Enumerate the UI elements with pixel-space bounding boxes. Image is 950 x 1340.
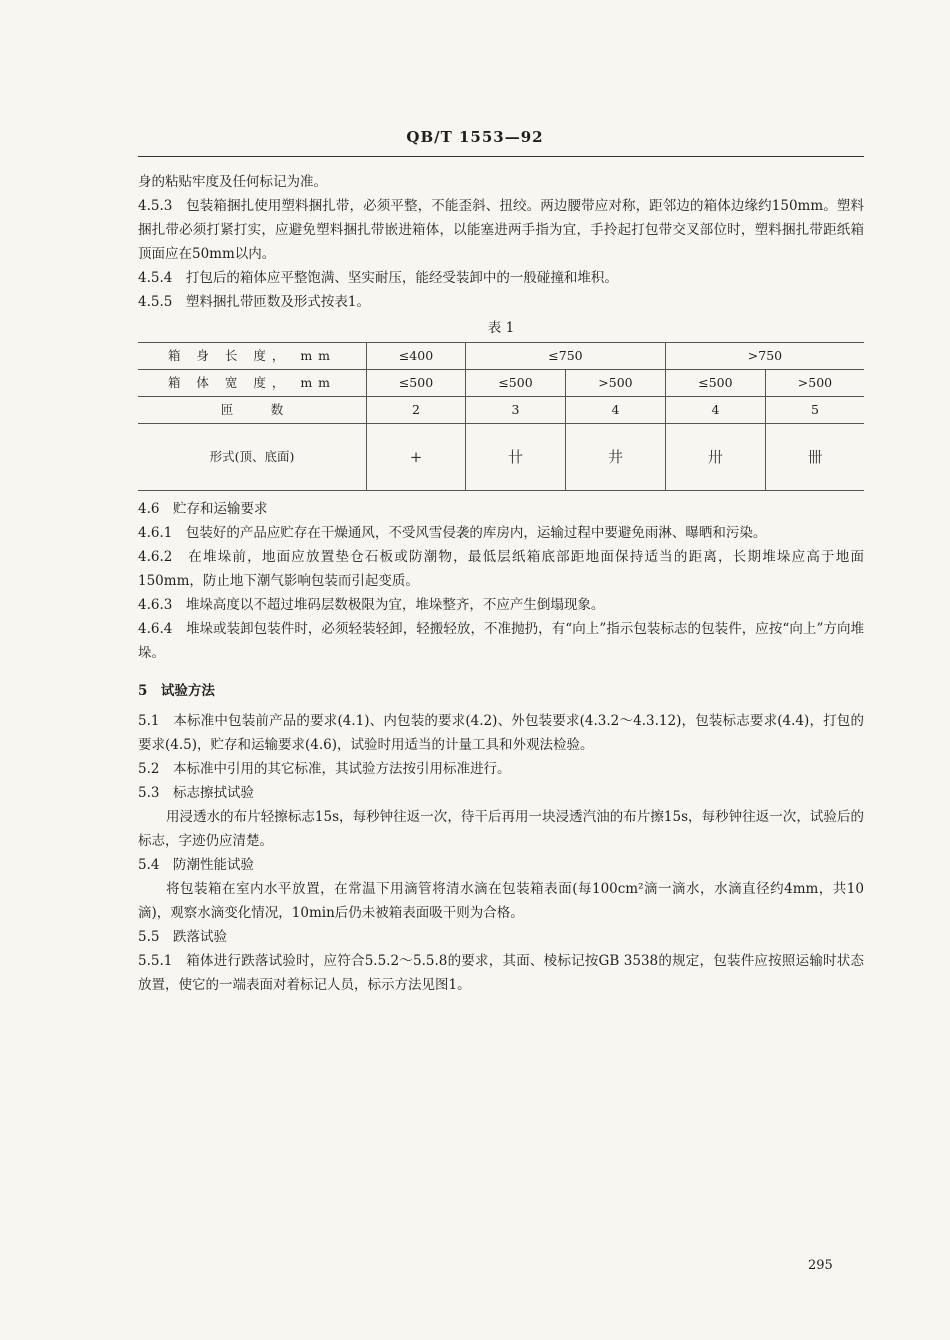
paragraph: 将包装箱在室内水平放置，在常温下用滴管将清水滴在包装箱表面(每100cm²滴一滴水，水滴直径约4mm，共10滴)，观察水滴变化情况，10min后仍未被箱表面吸干则为合格。 xyxy=(138,881,864,921)
table-cell: ≤500 xyxy=(665,370,765,397)
table-cell: 4 xyxy=(665,397,765,424)
paragraph: 用浸透水的布片轻擦标志15s，每秒钟往返一次，待干后再用一块浸透汽油的布片擦15s，每秒钟往返一次，试验后的标志，字迹仍应清楚。 xyxy=(138,809,864,849)
table-cell: 4 xyxy=(565,397,665,424)
strap-form-symbol: + xyxy=(367,424,466,491)
row-label-form: 形式(顶、底面) xyxy=(138,424,367,491)
header-rule xyxy=(138,156,864,157)
paragraph: 5.2 本标准中引用的其它标准，其试验方法按引用标准进行。 xyxy=(138,761,511,777)
section-5-heading: 5 试验方法 xyxy=(138,683,215,699)
strap-form-symbol: 井 xyxy=(565,424,665,491)
paragraph: 4.6.2 在堆垛前，地面应放置垫仓石板或防潮物，最低层纸箱底部距地面保持适当的距离，长期堆垛应高于地面150mm，防止地下潮气影响包装而引起变质。 xyxy=(138,549,864,589)
paragraph: 4.5.3 包装箱捆扎使用塑料捆扎带，必须平整，不能歪斜、扭绞。两边腰带应对称，距邻边的箱体边缘约150mm。塑料捆扎带必须打紧打实，应避免塑料捆扎带嵌进箱体，以能塞进两手指为宜，手拎起打包带交叉部位时，塑料捆扎带距纸箱顶面应在50mm以内。 xyxy=(138,198,864,262)
table-cell: ≤500 xyxy=(466,370,566,397)
table-cell: >750 xyxy=(665,343,864,370)
strapping-table xyxy=(138,342,864,491)
section-heading: 4.6 贮存和运输要求 xyxy=(138,501,268,517)
table-cell: ≤500 xyxy=(367,370,466,397)
table-cell: >500 xyxy=(565,370,665,397)
paragraph: 4.5.5 塑料捆扎带匝数及形式按表1。 xyxy=(138,294,370,310)
paragraph: 5.1 本标准中包装前产品的要求(4.1)、内包装的要求(4.2)、外包装要求(4.3.2～4.3.12)，包装标志要求(4.4)，打包的要求(4.5)，贮存和运输要求(4.6)，试验时用适当的计量工具和外观法检验。 xyxy=(138,713,864,753)
table-cell: 2 xyxy=(367,397,466,424)
standard-code-header: QB/T 1553—92 xyxy=(406,128,544,146)
paragraph: 身的粘贴牢度及任何标记为准。 xyxy=(138,174,327,190)
strap-form-symbol: 卌 xyxy=(765,424,864,491)
page-number: 295 xyxy=(808,1258,833,1273)
paragraph: 4.6.4 堆垛或装卸包装件时，必须轻装轻卸，轻搬轻放，不准抛扔，有“向上”指示包装标志的包装件，应按“向上”方向堆垛。 xyxy=(138,621,864,661)
table-row xyxy=(138,397,864,424)
table-row xyxy=(138,343,864,370)
table-cell: 5 xyxy=(765,397,864,424)
paragraph: 5.5.1 箱体进行跌落试验时，应符合5.5.2～5.5.8的要求，其面、棱标记按GB 3538的规定，包装件应按照运输时状态放置，使它的一端表面对着标记人员，标示方法见图1。 xyxy=(138,953,864,993)
strap-form-symbol: 卄 xyxy=(466,424,566,491)
table-cell: >500 xyxy=(765,370,864,397)
row-label-count: 匝 数 xyxy=(138,397,367,424)
paragraph: 4.5.4 打包后的箱体应平整饱满、坚实耐压，能经受装卸中的一般碰撞和堆积。 xyxy=(138,270,618,286)
row-label-width: 箱 体 宽 度， mm xyxy=(138,370,367,397)
subsection-heading: 5.3 标志擦拭试验 xyxy=(138,785,254,801)
row-label-length: 箱 身 长 度， mm xyxy=(138,343,367,370)
paragraph: 4.6.3 堆垛高度以不超过堆码层数极限为宜，堆垛整齐，不应产生倒塌现象。 xyxy=(138,597,605,613)
strap-form-symbol: 卅 xyxy=(665,424,765,491)
subsection-heading: 5.5 跌落试验 xyxy=(138,929,227,945)
table-row xyxy=(138,424,864,491)
subsection-heading: 5.4 防潮性能试验 xyxy=(138,857,254,873)
document-body xyxy=(138,170,864,997)
table-cell: 3 xyxy=(466,397,566,424)
table-caption: 表 1 xyxy=(487,320,515,336)
table-cell: ≤750 xyxy=(466,343,666,370)
table-cell: ≤400 xyxy=(367,343,466,370)
paragraph: 4.6.1 包装好的产品应贮存在干燥通风，不受风雪侵袭的库房内，运输过程中要避免雨淋、曝晒和污染。 xyxy=(138,525,767,541)
table-row xyxy=(138,370,864,397)
